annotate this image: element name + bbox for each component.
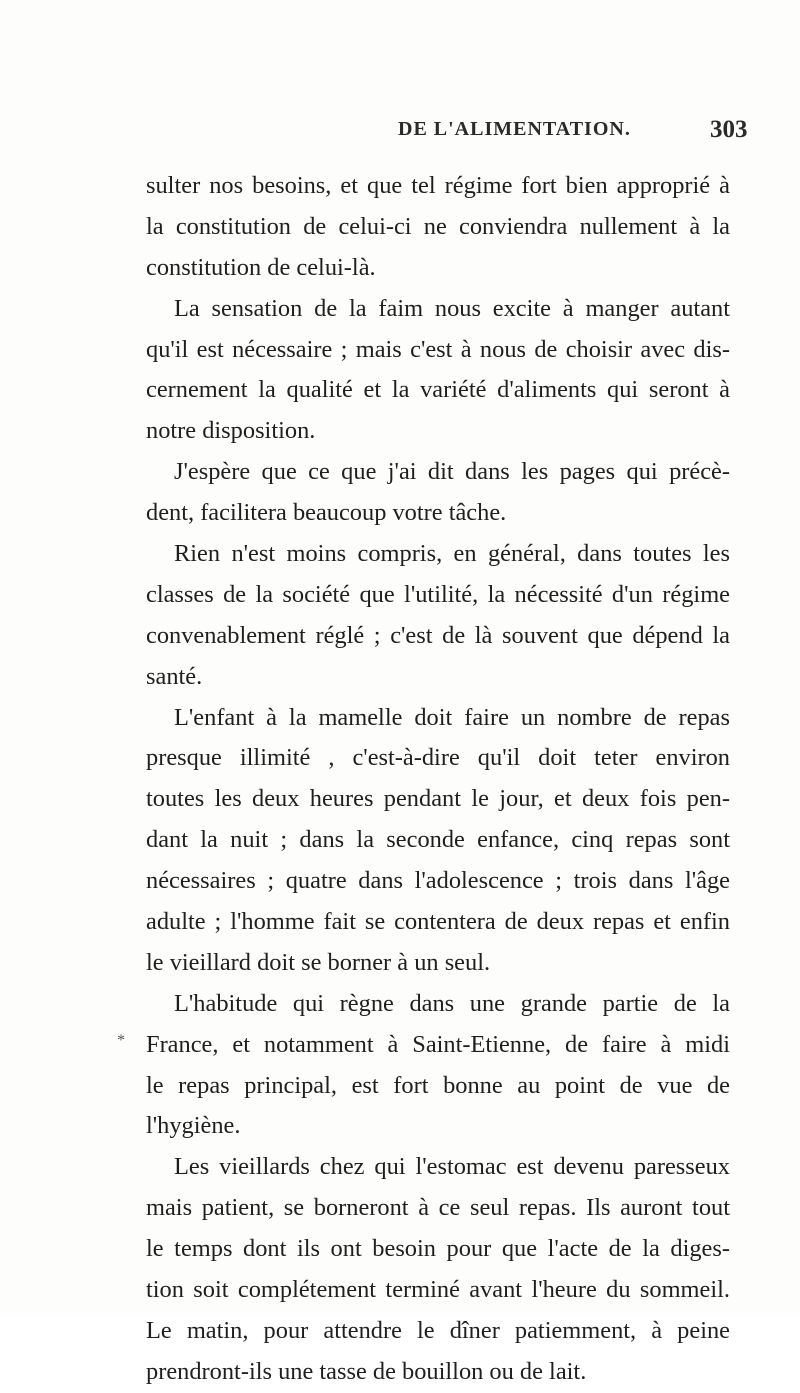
running-title: DE L'ALIMENTATION.: [398, 118, 631, 140]
body-text: [146, 166, 730, 1393]
text-line: notre disposition.: [146, 417, 316, 445]
text-line: convenablement réglé ; c'est de là souvent que dépend la: [146, 621, 730, 649]
text-line: mais patient, se borneront à ce seul repas. Ils auront tout: [146, 1194, 730, 1222]
text-line: toutes les deux heures pendant le jour, et deux fois pen-: [146, 785, 730, 813]
text-line: santé.: [146, 662, 203, 690]
text-line: presque illimité , c'est-à-dire qu'il doit teter environ: [146, 744, 730, 772]
text-line: prendront-ils une tasse de bouillon ou de lait.: [146, 1357, 587, 1385]
text-line: classes de la société que l'utilité, la nécessité d'un régime: [146, 580, 730, 608]
text-line: l'hygiène.: [146, 1112, 241, 1140]
text-line: nécessaires ; quatre dans l'adolescence ; trois dans l'âge: [146, 867, 730, 895]
page-number: 303: [710, 116, 748, 143]
text-line: tion soit complétement terminé avant l'heure du sommeil.: [146, 1276, 730, 1304]
text-line: cernement la qualité et la variété d'aliments qui seront à: [146, 376, 730, 404]
text-line: sulter nos besoins, et que tel régime fort bien approprié à: [146, 172, 730, 199]
paragraph-first-line: L'enfant à la mamelle doit faire un nombre de repas: [174, 703, 730, 731]
text-line: Le matin, pour attendre le dîner patiemment, à peine: [146, 1316, 730, 1344]
text-line: le repas principal, est fort bonne au point de vue de: [146, 1071, 730, 1099]
running-head: [0, 118, 800, 148]
text-line: la constitution de celui-ci ne conviendra nullement à la: [146, 212, 730, 240]
paragraph-first-line: L'habitude qui règne dans une grande partie de la: [174, 989, 730, 1017]
text-line: France, et notamment à Saint-Etienne, de faire à midi: [146, 1030, 730, 1058]
text-line: le temps dont ils ont besoin pour que l'acte de la diges-: [146, 1235, 730, 1263]
text-line: adulte ; l'homme fait se contentera de deux repas et enfin: [146, 908, 730, 936]
text-line: dent, facilitera beaucoup votre tâche.: [146, 499, 507, 527]
paragraph-first-line: Rien n'est moins compris, en général, dans toutes les: [174, 540, 730, 568]
paragraph-first-line: Les vieillards chez qui l'estomac est devenu paresseux: [174, 1153, 730, 1181]
paragraph-first-line: J'espère que ce que j'ai dit dans les pages qui précè-: [174, 458, 730, 486]
margin-mark: *: [117, 1032, 125, 1049]
text-line: qu'il est nécessaire ; mais c'est à nous de choisir avec dis-: [146, 335, 730, 363]
text-line: dant la nuit ; dans la seconde enfance, cinq repas sont: [146, 826, 730, 854]
paragraph-first-line: La sensation de la faim nous excite à manger autant: [174, 294, 730, 322]
text-line: le vieillard doit se borner à un seul.: [146, 948, 491, 976]
text-line: constitution de celui-là.: [146, 253, 376, 281]
